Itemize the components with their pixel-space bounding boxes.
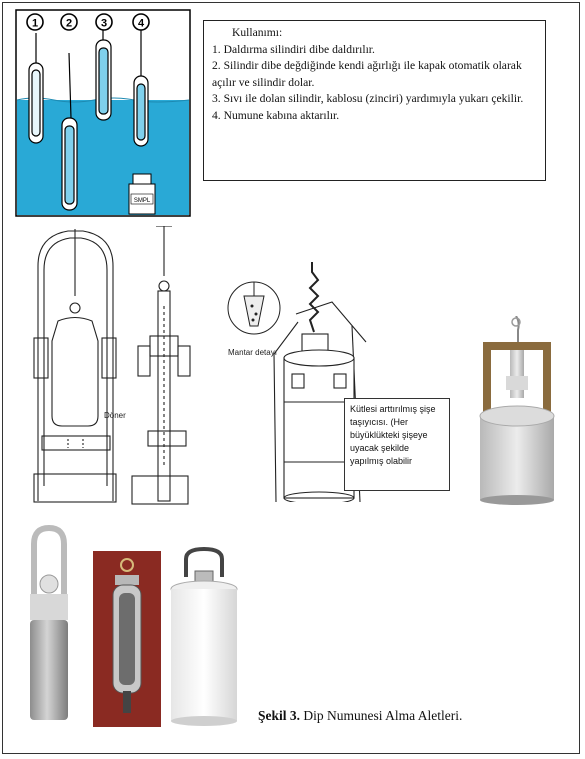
caption-label: Şekil 3. [258, 708, 301, 723]
instruction-step-1: 1. Daldırma silindiri dibe daldırılır. [212, 42, 375, 56]
sample-bottle-icon [129, 174, 155, 214]
weighted-carrier-callout: Kütlesi arttırılmış şişe taşıyıcısı. (Her büyüklükteki şişeye uyacak şekilde yapılmış olabilir [344, 398, 450, 491]
framed-sampler-render [476, 316, 558, 506]
instruction-step-3: 3. Sıvı ile dolan silindir, kablosu (zinciri) yardımıyla yukarı çekilir. [212, 92, 524, 105]
gray-cylinder-sampler-render [26, 524, 72, 724]
bottle-carrier-front-drawing [28, 226, 123, 508]
usage-instructions [203, 20, 546, 181]
step-number-1 [27, 14, 43, 30]
caption-text: Dip Numunesi Alma Aletleri. [300, 708, 463, 723]
step-number-3 [96, 14, 112, 30]
svg-text:3: 3 [100, 17, 108, 30]
step-number-4 [133, 14, 149, 30]
svg-text:SMPL: SMPL [133, 198, 151, 204]
sampler-step-3 [96, 30, 111, 120]
step-number-2 [61, 14, 77, 30]
figure-caption [258, 708, 462, 724]
instruction-step-2: 2. Silindir dibe değdiğinde kendi ağırlığı ile kapak otomatik olarak açılır ve silindir dolar. [212, 59, 522, 89]
sampler-photo [93, 551, 161, 727]
rotating-part-label: Döner [104, 411, 126, 420]
white-cylinder-sampler-render [168, 545, 240, 727]
instructions-title: Kullanımı: [232, 26, 283, 39]
svg-text:2: 2 [65, 17, 73, 30]
cork-detail-label: Mantar detayı [228, 348, 277, 357]
sampling-steps-diagram [14, 8, 192, 218]
svg-text:4: 4 [137, 17, 145, 30]
instruction-step-4: 4. Numune kabına aktarılır. [212, 108, 340, 122]
bottle-carrier-side-drawing [128, 226, 193, 508]
svg-text:1: 1 [31, 17, 39, 30]
